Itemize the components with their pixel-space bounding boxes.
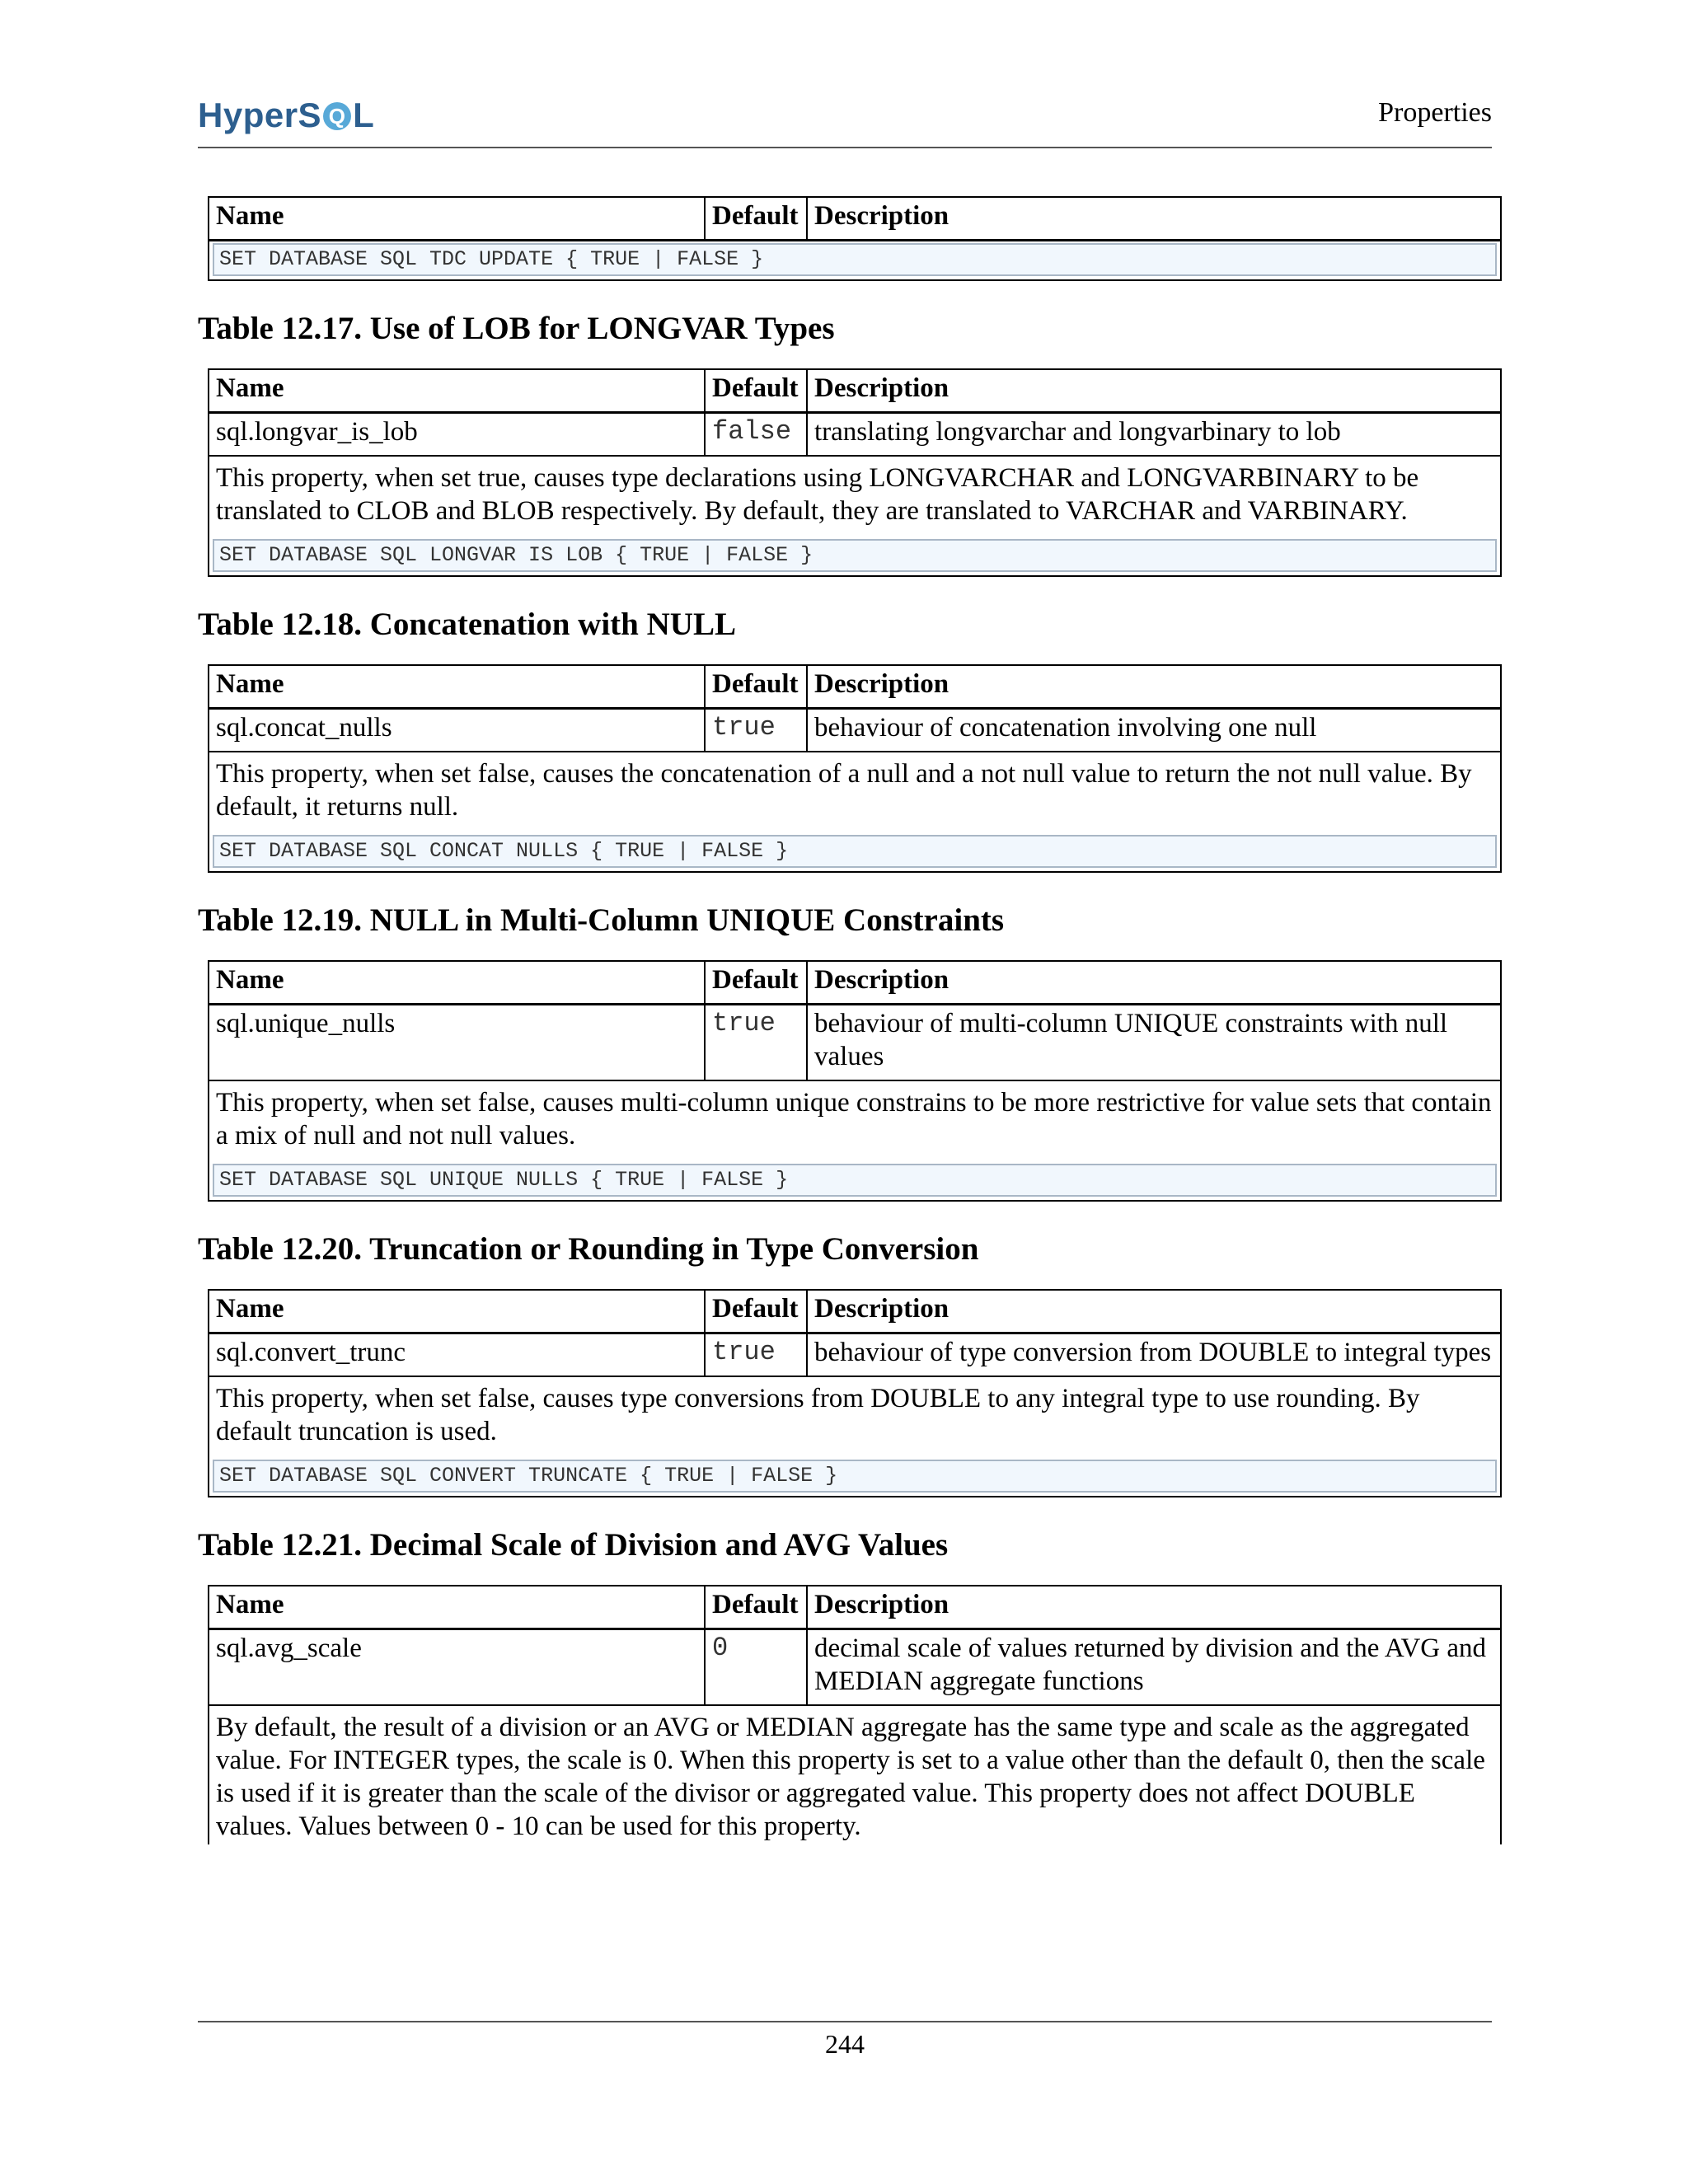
sql-statement: SET DATABASE SQL TDC UPDATE { TRUE | FALSE } (213, 243, 1497, 276)
column-header-name: Name (209, 1291, 704, 1334)
page-header (198, 91, 1492, 148)
property-default: true (704, 710, 806, 752)
property-default: true (704, 1334, 806, 1377)
column-header-name: Name (209, 370, 704, 414)
property-default: false (704, 414, 806, 457)
logo-text-right: L (353, 96, 375, 134)
property-long-description: This property, when set false, causes the concatenation of a null and a not null value to return the not null value. By default, it returns null. (216, 759, 1472, 822)
property-long-description: This property, when set false, causes type conversions from DOUBLE to any integral type to use rounding. By default truncation is used. (216, 1384, 1420, 1446)
property-table-convert-trunc (208, 1289, 1502, 1497)
column-header-default: Default (704, 1291, 806, 1334)
property-name: sql.concat_nulls (209, 710, 704, 752)
property-default: 0 (704, 1630, 806, 1706)
table-caption: Table 12.17. Use of LOB for LONGVAR Types (198, 311, 835, 346)
column-header-description: Description (806, 1586, 1500, 1630)
column-header-description: Description (806, 370, 1500, 414)
sql-statement: SET DATABASE SQL CONVERT TRUNCATE { TRUE | FALSE } (213, 1460, 1497, 1493)
section-title: Properties (1378, 97, 1492, 128)
sql-statement: SET DATABASE SQL UNIQUE NULLS { TRUE | FALSE } (213, 1164, 1497, 1197)
table-caption: Table 12.20. Truncation or Rounding in Type Conversion (198, 1231, 979, 1267)
property-default: true (704, 1005, 806, 1081)
sql-statement: SET DATABASE SQL LONGVAR IS LOB { TRUE | FALSE } (213, 539, 1497, 572)
column-header-default: Default (704, 962, 806, 1005)
column-header-default: Default (704, 370, 806, 414)
column-header-default: Default (704, 666, 806, 710)
property-table-concat-nulls (208, 664, 1502, 873)
column-header-description: Description (806, 1291, 1500, 1334)
page-content (198, 194, 1500, 1844)
logo-text-left: HyperS (198, 96, 322, 134)
property-name: sql.longvar_is_lob (209, 414, 704, 457)
property-table-unique-nulls (208, 960, 1502, 1202)
hypersql-logo (198, 96, 374, 135)
table-caption: Table 12.19. NULL in Multi-Column UNIQUE Constraints (198, 902, 1005, 938)
column-header-name: Name (209, 962, 704, 1005)
property-short-description: decimal scale of values returned by division and the AVG and MEDIAN aggregate functions (806, 1630, 1500, 1706)
property-table-avg-scale (208, 1585, 1502, 1844)
page-number: 244 (825, 2029, 865, 2059)
property-table-longvar (208, 368, 1502, 577)
property-short-description: translating longvarchar and longvarbinary to lob (806, 414, 1500, 457)
column-header-default: Default (704, 198, 806, 241)
property-name: sql.avg_scale (209, 1630, 704, 1706)
property-long-description: This property, when set true, causes type declarations using LONGVARCHAR and LONGVARBINARY to be translated to CLOB and BLOB respectively. By default, they are translated to VARCHAR and VARBINARY. (216, 463, 1419, 526)
column-header-default: Default (704, 1586, 806, 1630)
column-header-name: Name (209, 1586, 704, 1630)
property-table-continued (208, 196, 1502, 281)
property-long-description: By default, the result of a division or an AVG or MEDIAN aggregate has the same type and scale as the aggregated value. For INTEGER types, the scale is 0. When this property is set to a value other than the default 0, then the scale is used if it is greater than the scale of the divisor or aggregated value. This property does not affect DOUBLE values. Values between 0 - 10 can be used for this property. (216, 1713, 1485, 1841)
table-caption: Table 12.18. Concatenation with NULL (198, 607, 736, 642)
property-short-description: behaviour of type conversion from DOUBLE to integral types (806, 1334, 1500, 1377)
property-short-description: behaviour of multi-column UNIQUE constraints with null values (806, 1005, 1500, 1081)
column-header-description: Description (806, 198, 1500, 241)
property-short-description: behaviour of concatenation involving one null (806, 710, 1500, 752)
column-header-name: Name (209, 666, 704, 710)
property-long-description: This property, when set false, causes multi-column unique constrains to be more restrictive for value sets that contain a mix of null and not null values. (216, 1088, 1492, 1151)
property-name: sql.unique_nulls (209, 1005, 704, 1081)
property-name: sql.convert_trunc (209, 1334, 704, 1377)
sql-statement: SET DATABASE SQL CONCAT NULLS { TRUE | FALSE } (213, 835, 1497, 868)
column-header-description: Description (806, 962, 1500, 1005)
column-header-name: Name (209, 198, 704, 241)
column-header-description: Description (806, 666, 1500, 710)
page-footer (198, 2021, 1492, 2060)
magnifier-q-icon: Q (323, 102, 351, 130)
table-caption: Table 12.21. Decimal Scale of Division and AVG Values (198, 1527, 949, 1563)
